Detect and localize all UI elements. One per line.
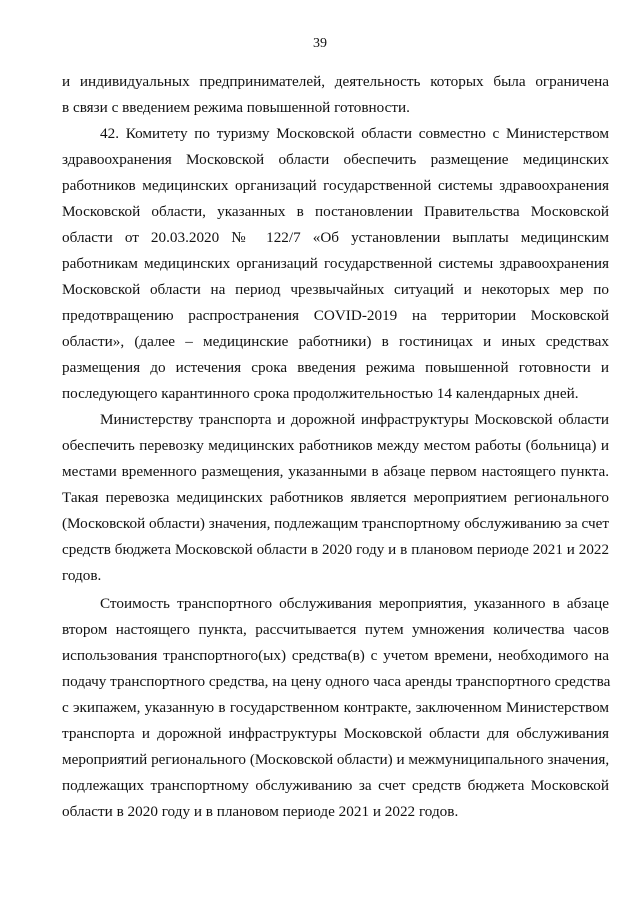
text-line: обеспечить перевозку медицинских работников между местом работы (больница) и xyxy=(62,437,609,454)
text-line: местами временного размещения, указанными в абзаце первом настоящего пункта. xyxy=(62,463,609,480)
text-line: и индивидуальных предпринимателей, деятельность которых была ограничена xyxy=(62,73,609,90)
text-line: области в 2020 году и в плановом периоде 2021 и 2022 годов. xyxy=(62,803,459,820)
text-line: годов. xyxy=(62,567,102,584)
text-line: области от 20.03.2020 № 122/7 «Об установлении выплаты медицинским xyxy=(62,229,609,246)
text-line: использования транспортного(ых) средства(в) с учетом времени, необходимого на xyxy=(62,647,609,664)
text-line: здравоохранения Московской области обеспечить размещение медицинских xyxy=(62,151,609,168)
text-line: Министерству транспорта и дорожной инфраструктуры Московской области xyxy=(100,411,609,428)
text-line: предотвращению распространения COVID-2019 на территории Московской xyxy=(62,307,609,324)
text-line: последующего карантинного срока продолжительностью 14 календарных дней. xyxy=(62,385,579,402)
text-line: втором настоящего пункта, рассчитывается путем умножения количества часов xyxy=(62,621,609,638)
text-line: подачу транспортного средства, на цену одного часа аренды транспортного средства xyxy=(62,673,611,690)
text-line: мероприятий регионального (Московской области) и межмуниципального значения, xyxy=(62,751,610,768)
text-line: транспорта и дорожной инфраструктуры Московской области для обслуживания xyxy=(62,725,609,742)
text-line: размещения до истечения срока введения режима повышенной готовности и xyxy=(62,359,609,376)
text-line: Московской области, указанных в постановлении Правительства Московской xyxy=(62,203,609,220)
text-line: в связи с введением режима повышенной готовности. xyxy=(62,99,410,116)
text-line: подлежащих транспортному обслуживанию за счет средств бюджета Московской xyxy=(62,777,609,794)
text-line: работников медицинских организаций государственной системы здравоохранения xyxy=(62,177,609,194)
text-line: (Московской области) значения, подлежащим транспортному обслуживанию за счет xyxy=(62,515,609,532)
text-line: 42. Комитету по туризму Московской области совместно с Министерством xyxy=(100,125,609,142)
text-line: Такая перевозка медицинских работников является мероприятием регионального xyxy=(62,489,609,506)
text-line: Московской области на период чрезвычайных ситуаций и некоторых мер по xyxy=(62,281,609,298)
page-number: 39 xyxy=(313,36,327,51)
text-line: работникам медицинских организаций государственной системы здравоохранения xyxy=(62,255,609,272)
text-line: Стоимость транспортного обслуживания мероприятия, указанного в абзаце xyxy=(100,595,609,612)
text-line: с экипажем, указанную в государственном контракте, заключенном Министерством xyxy=(62,699,609,716)
text-line: средств бюджета Московской области в 2020 году и в плановом периоде 2021 и 2022 xyxy=(62,542,609,558)
text-line: области», (далее – медицинские работники) в гостиницах и иных средствах xyxy=(62,333,609,350)
